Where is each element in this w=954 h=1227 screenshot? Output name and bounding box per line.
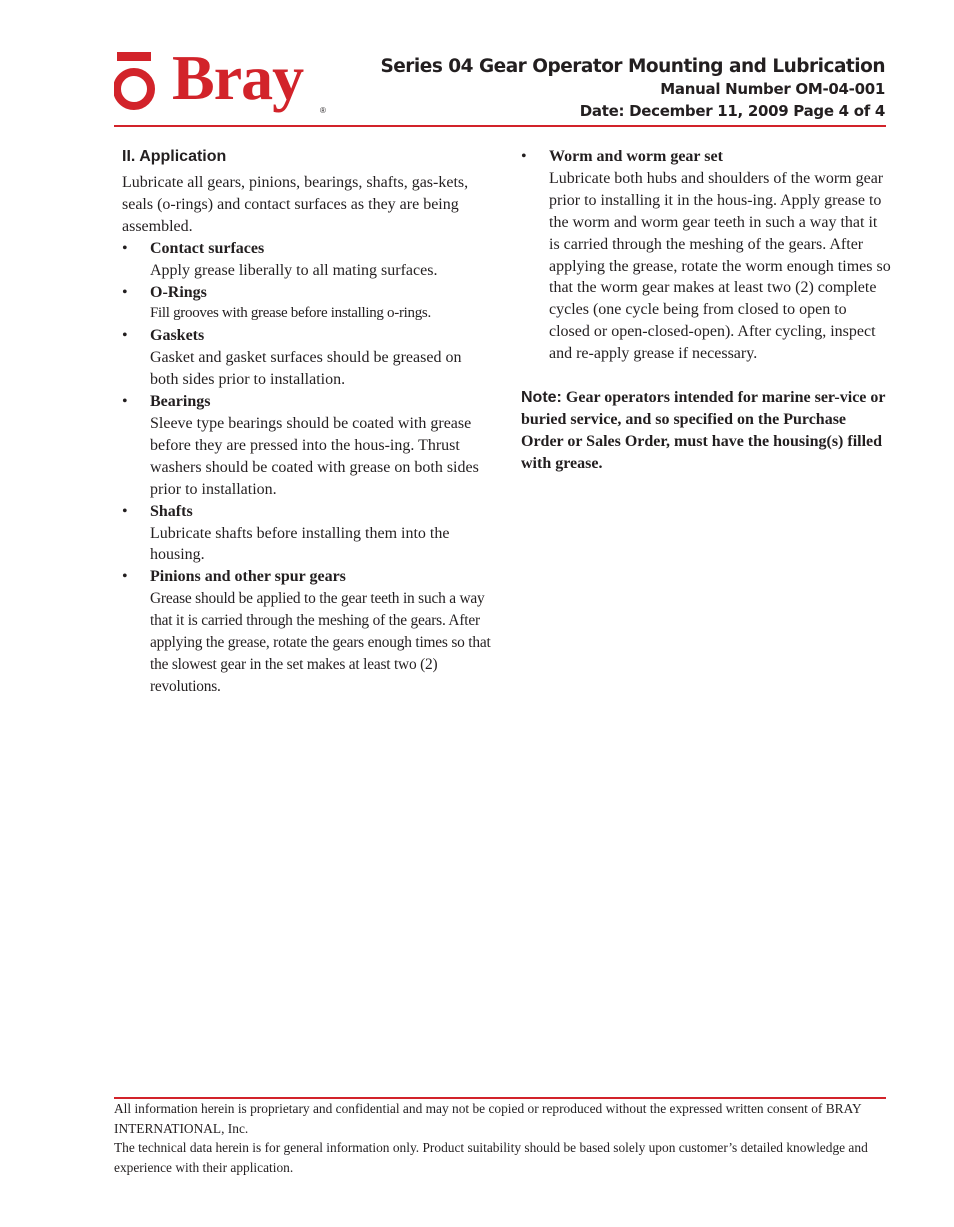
list-item-worm-gear bbox=[521, 146, 891, 365]
list-item-o-rings bbox=[122, 282, 492, 326]
list-item-gaskets bbox=[122, 325, 492, 391]
item-title: Contact surfaces bbox=[150, 239, 265, 257]
manual-number: Manual Number OM-04-001 bbox=[660, 80, 885, 98]
bullet: • bbox=[122, 283, 128, 301]
bullet: • bbox=[122, 502, 128, 520]
document-title: Series 04 Gear Operator Mounting and Lubrication bbox=[380, 56, 885, 77]
item-title: Pinions and other spur gears bbox=[150, 568, 346, 586]
bullet: • bbox=[122, 393, 128, 411]
note-text: Gear operators intended for marine ser-vice or buried service, and so specified on the Purchase Order or Sales Order, must have the housing(s) filled with grease. bbox=[521, 389, 886, 472]
item-text: Grease should be applied to the gear teeth in such a way that it is carried through the meshing of the gears. After applying the grease, rotate the gears enough times so that the slowest gear in the set makes at least two (2) revolutions. bbox=[150, 590, 491, 695]
right-column bbox=[521, 146, 891, 475]
item-title: O-Rings bbox=[150, 283, 207, 301]
bullet: • bbox=[122, 239, 128, 257]
item-text: Lubricate shafts before installing them into the housing. bbox=[150, 524, 450, 564]
registered-mark: ® bbox=[320, 106, 326, 115]
item-title: Worm and worm gear set bbox=[549, 148, 723, 165]
bullet: • bbox=[521, 148, 527, 165]
item-text: Lubricate both hubs and shoulders of the worm gear prior to installing it in the hous-ing. Apply grease to the worm and worm gear teeth in such a way that it is carried through the meshing of the gears. After applying the grease, rotate the worm enough times so that the worm gear makes at least two (2) complete cycles (one cycle being from closed to open to closed or open-closed-open). After cycling, inspect and re-apply grease if necessary. bbox=[549, 169, 891, 363]
bray-logo bbox=[114, 42, 338, 120]
item-text: Fill grooves with grease before installing o-rings. bbox=[150, 305, 431, 322]
note-paragraph bbox=[521, 387, 891, 475]
list-item-shafts bbox=[122, 501, 492, 567]
footer-disclaimer: The technical data herein is for general information only. Product suitability should be based solely upon customer’s detailed knowledge and experience with their application. bbox=[114, 1140, 868, 1175]
brand-wordmark: Bray bbox=[172, 42, 304, 113]
bullet: • bbox=[122, 568, 128, 586]
item-title: Shafts bbox=[150, 502, 193, 520]
item-text: Apply grease liberally to all mating surfaces. bbox=[150, 261, 438, 279]
list-item-contact-surfaces bbox=[122, 238, 492, 282]
bullet: • bbox=[122, 327, 128, 345]
footer bbox=[114, 1099, 894, 1177]
date-page: Date: December 11, 2009 Page 4 of 4 bbox=[579, 102, 885, 120]
list-item-bearings bbox=[122, 391, 492, 501]
footer-confidentiality: All information herein is proprietary and confidential and may not be copied or reproduced without the expressed written consent of BRAY INTERNATIONAL, Inc. bbox=[114, 1101, 862, 1136]
note-label: Note: bbox=[521, 389, 562, 407]
item-title: Bearings bbox=[150, 393, 211, 411]
section-title: II. Application bbox=[122, 148, 227, 165]
bray-emblem-icon bbox=[114, 48, 174, 120]
header-rule bbox=[114, 125, 886, 127]
section-intro: Lubricate all gears, pinions, bearings, shafts, gas-kets, seals (o-rings) and contact surfaces as they are being assembled. bbox=[122, 174, 469, 235]
left-column bbox=[122, 146, 492, 698]
item-text: Gasket and gasket surfaces should be greased on both sides prior to installation. bbox=[150, 349, 462, 389]
item-text: Sleeve type bearings should be coated with grease before they are pressed into the hous-ing. Thrust washers should be coated with grease on both sides prior to installation. bbox=[150, 414, 479, 498]
list-item-pinions bbox=[122, 566, 492, 697]
item-title: Gaskets bbox=[150, 327, 205, 345]
